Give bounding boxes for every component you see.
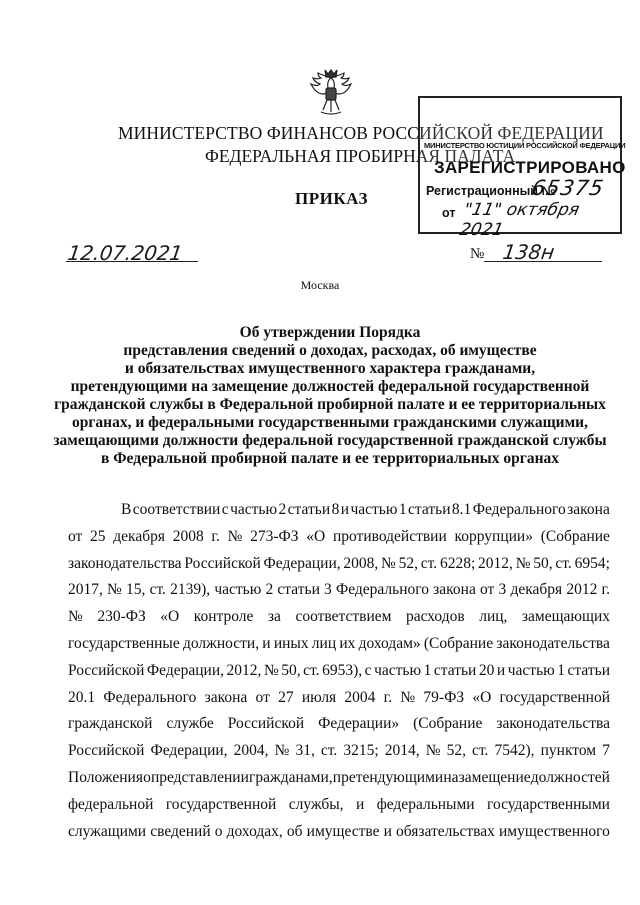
- body-line: служащими сведений о доходах, об имуществе и обязательствах имущественного: [68, 822, 610, 840]
- body-line: № 230-ФЗ «О контроле за соответствием расходов лиц, замещающих: [68, 608, 610, 626]
- body-line: федеральной государственной службы, и федеральными государственными: [68, 795, 610, 813]
- stamp-number: 65375: [529, 176, 606, 200]
- title-line: претендующими на замещение должностей федеральной государственной: [70, 378, 590, 395]
- document-title: [40, 324, 620, 468]
- stamp-number-label: Регистрационный №: [426, 184, 556, 198]
- title-line: в Федеральной пробирной палате и ее территориальных органах: [101, 450, 559, 467]
- title-line: Об утверждении Порядка: [239, 324, 421, 341]
- body-line: Российской Федерации, 2004, № 31, ст. 3215; 2014, № 52, ст. 7542), пунктом 7: [68, 742, 610, 760]
- body-line: государственные должности, и иных лиц их доходам» (Собрание законодательства: [68, 634, 610, 652]
- stamp-org: МИНИСТЕРСТВО ЮСТИЦИИ РОССИЙСКОЙ ФЕДЕРАЦИИ: [424, 141, 626, 150]
- order-date: 12.07.2021: [66, 241, 185, 265]
- service-name: ФЕДЕРАЛЬНАЯ ПРОБИРНАЯ ПАЛАТА: [205, 146, 516, 166]
- body-line: законодательства Российской Федерации, 2008, № 52, ст. 6228; 2012, № 50, ст. 6954;: [68, 554, 610, 572]
- body-text: [68, 497, 610, 845]
- body-line: гражданской службе Российской Федерации» (Собрание законодательства: [68, 715, 610, 733]
- number-underline: [484, 261, 602, 262]
- order-number: 138н: [501, 240, 556, 264]
- body-line: Положения о представлении гражданами, претендующими на замещение должностей: [68, 768, 610, 786]
- title-line: и обязательствах имущественного характера гражданами,: [124, 360, 536, 377]
- document-type: ПРИКАЗ: [295, 189, 368, 208]
- stamp-date: "11" октября 2021: [457, 200, 582, 240]
- body-line: Российской Федерации, 2012, № 50, ст. 6953), с частью 1 статьи 20 и частью 1 статьи: [68, 661, 610, 679]
- body-line: 2017, № 15, ст. 2139), частью 2 статьи 3 Федерального закона от 3 декабря 2012 г.: [68, 581, 610, 599]
- body-line: от 25 декабря 2008 г. № 273-ФЗ «О противодействии коррупции» (Собрание: [68, 527, 610, 545]
- coat-of-arms-icon: [307, 66, 355, 118]
- stamp-date-label: от: [442, 206, 456, 220]
- title-line: представления сведений о доходах, расходах, об имуществе: [123, 342, 537, 359]
- title-line: замещающими должности федеральной государственной гражданской службы: [53, 432, 607, 449]
- title-line: гражданской службы в Федеральной пробирной палате и ее территориальных: [54, 396, 606, 413]
- body-line: В соответствии с частью 2 статьи 8 и частью 1 статьи 8.1 Федерального закона: [121, 501, 610, 518]
- ministry-name: МИНИСТЕРСТВО ФИНАНСОВ РОССИЙСКОЙ ФЕДЕРАЦИИ: [118, 123, 604, 143]
- body-line: 20.1 Федерального закона от 27 июля 2004 г. № 79-ФЗ «О государственной: [68, 688, 610, 706]
- title-line: органах, и федеральными государственными гражданскими служащими,: [72, 414, 588, 431]
- registration-stamp: [418, 96, 626, 240]
- date-underline: [66, 261, 198, 262]
- number-label: №: [470, 246, 485, 262]
- city: Москва: [300, 278, 340, 292]
- stamp-status: ЗАРЕГИСТРИРОВАНО: [434, 158, 626, 177]
